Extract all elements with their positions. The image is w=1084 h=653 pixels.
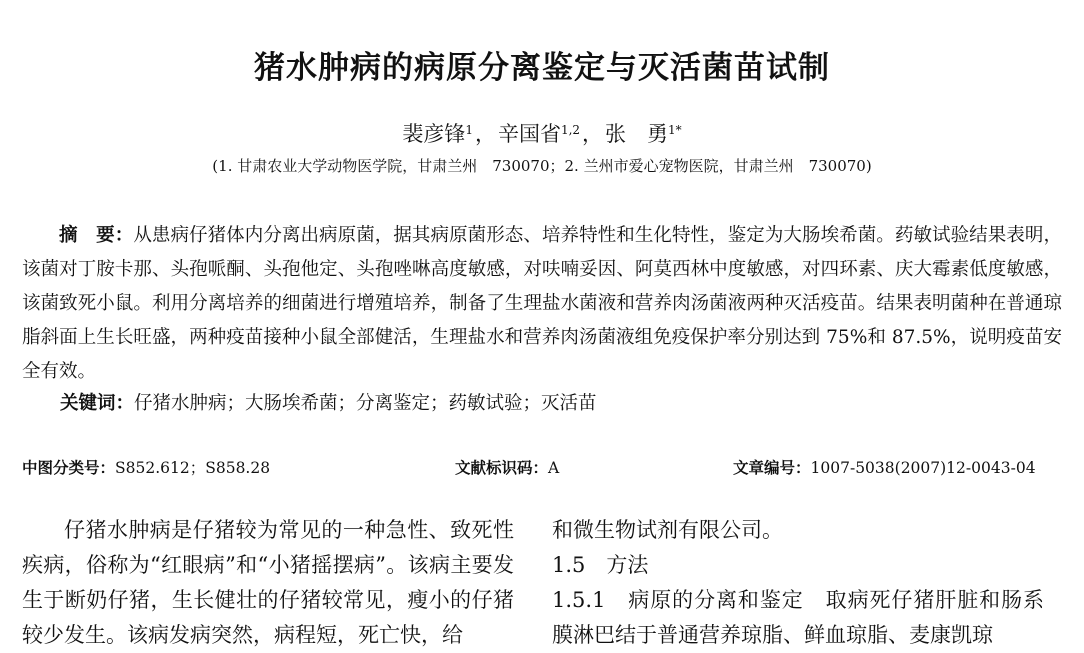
abstract-label: 摘 要： <box>59 225 134 246</box>
abstract-text: 从患病仔猪体内分离出病原菌，据其病原菌形态、培养特性和生化特性，鉴定为大肠埃希菌。药敏试验结果表明，该菌对丁胺卡那、头孢哌酮、头孢他定、头孢唑啉高度敏感，对呋喃妥因、阿莫西林中度敏感，对四环素、庆大霉素低度敏感，该菌致死小鼠。利用分离培养的细菌进行增殖培养，制备了生理盐水菌液和营养肉汤菌液两种灭活疫苗。结果表明菌种在普通琼脂斜面上生长旺盛，两种疫苗接种小鼠全部健活，生理盐水和营养肉汤菌液组免疫保护率分别达到 75%和 87.5%，说明疫苗安全有效。 <box>22 225 1062 382</box>
author-list <box>0 120 1084 148</box>
keywords-text: 仔猪水肿病；大肠埃希菌；分离鉴定；药敏试验；灭活苗 <box>134 393 597 414</box>
keywords <box>60 387 1060 421</box>
affiliation-line: (1. 甘肃农业大学动物医学院，甘肃兰州 730070；2. 兰州市爱心宠物医院，甘肃兰州 730070) <box>212 157 872 175</box>
body-column-left <box>22 513 514 653</box>
body-text-line: 和微生物试剂有限公司。 <box>552 518 783 542</box>
author-name: 裴彦锋 <box>402 122 466 146</box>
section-heading: 1.5 方法 <box>552 553 649 577</box>
article-number-value: 1007-5038(2007)12-0043-04 <box>810 459 1036 477</box>
article-number-label: 文章编号： <box>733 459 811 477</box>
body-column-right <box>552 513 1044 653</box>
article-number <box>733 456 1036 480</box>
classification-number <box>22 456 270 480</box>
body-paragraph: 仔猪水肿病是仔猪较为常见的一种急性、致死性疾病，俗称为“红眼病”和“小猪摇摆病”。该病主要发生于断奶仔猪，生长健壮的仔猪较常见，瘦小的仔猪较少发生。该病发病突然，病程短，死亡快，给 <box>22 518 514 647</box>
document-code-value: A <box>548 459 560 477</box>
paper-title: 猪水肿病的病原分离鉴定与灭活菌苗试制 <box>254 50 830 86</box>
document-code-label: 文献标识码： <box>455 459 549 477</box>
subsection-paragraph: 1.5.1 病原的分离和鉴定 取病死仔猪肝脏和肠系膜淋巴结于普通营养琼脂、鲜血琼脂、麦康凯琼 <box>552 588 1044 647</box>
classification-label: 中图分类号： <box>22 459 116 477</box>
author-separator: ， <box>582 122 604 146</box>
author-name: 辛国省 <box>497 122 561 146</box>
author-affiliation-mark: 1* <box>668 123 682 137</box>
abstract <box>22 219 1062 389</box>
author-affiliation-mark: 1,2 <box>560 123 581 137</box>
author-name: 张 勇 <box>605 122 669 146</box>
author-separator: ， <box>474 122 496 146</box>
author-affiliation-mark: 1 <box>465 123 473 137</box>
classification-value: S852.612；S858.28 <box>115 459 271 477</box>
document-code <box>455 456 559 480</box>
keywords-label: 关键词： <box>60 393 135 414</box>
